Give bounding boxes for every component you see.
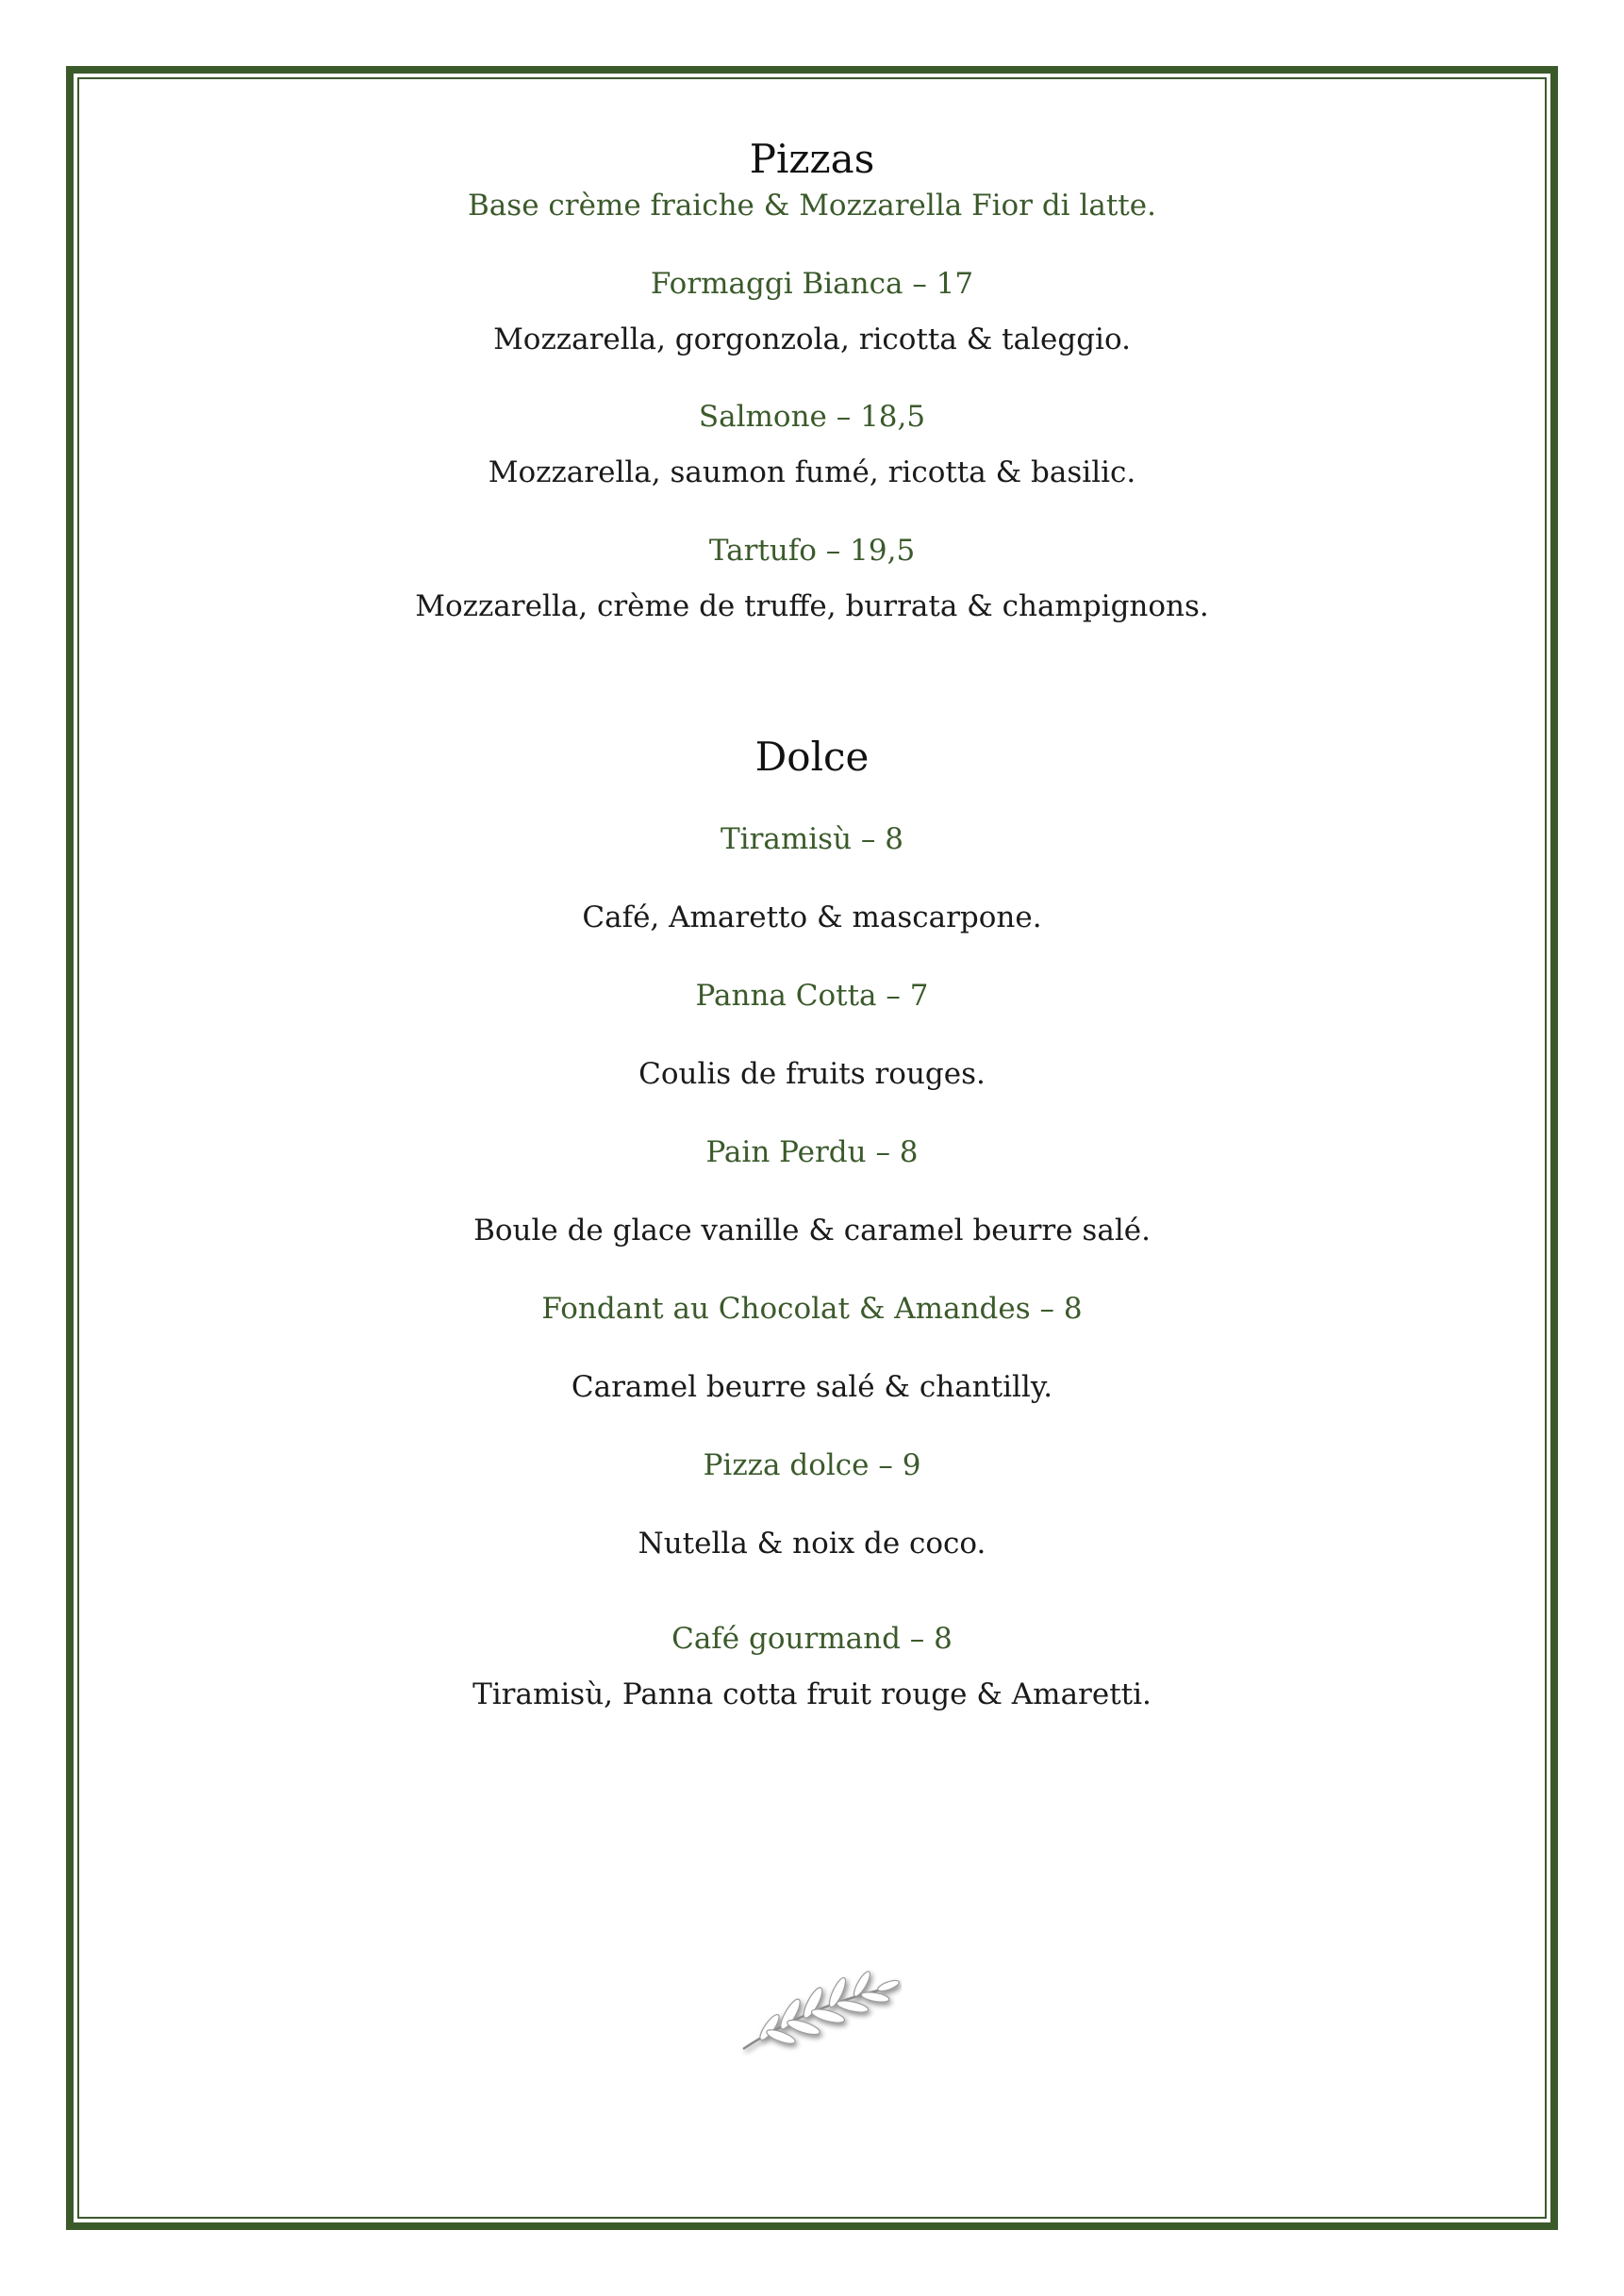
- pizzas-subtitle: Base crème fraiche & Mozzarella Fior di latte.: [468, 189, 1156, 223]
- menu-item-name: Pain Perdu – 8: [705, 1135, 919, 1169]
- menu-item-name: Tiramisù – 8: [720, 822, 903, 856]
- olive-branch-icon: [732, 1950, 902, 2063]
- menu-item-name: Fondant au Chocolat & Amandes – 8: [541, 1292, 1083, 1326]
- menu-item-name: Panna Cotta – 7: [695, 979, 929, 1013]
- menu-item-description: Tiramisù, Panna cotta fruit rouge & Amaretti.: [472, 1677, 1152, 1711]
- menu-item-description: Mozzarella, gorgonzola, ricotta & taleggio.: [493, 322, 1131, 356]
- menu-item-name: Salmone – 18,5: [698, 400, 926, 434]
- menu-item-description: Boule de glace vanille & caramel beurre salé.: [473, 1214, 1151, 1247]
- menu-item-description: Café, Amaretto & mascarpone.: [582, 900, 1042, 934]
- menu-item-name: Café gourmand – 8: [671, 1622, 953, 1656]
- menu-item-name: Tartufo – 19,5: [708, 534, 916, 568]
- section-title-pizzas: Pizzas: [749, 136, 875, 182]
- menu-item-description: Mozzarella, crème de truffe, burrata & champignons.: [415, 589, 1209, 623]
- menu-item-name: Formaggi Bianca – 17: [650, 267, 974, 301]
- menu-item-name: Pizza dolce – 9: [703, 1448, 921, 1482]
- menu-item-description: Nutella & noix de coco.: [638, 1527, 986, 1561]
- section-title-dolce: Dolce: [754, 734, 870, 780]
- menu-item-description: Caramel beurre salé & chantilly.: [571, 1370, 1053, 1404]
- menu-item-description: Mozzarella, saumon fumé, ricotta & basilic.: [488, 455, 1136, 489]
- menu-item-description: Coulis de fruits rouges.: [638, 1057, 986, 1091]
